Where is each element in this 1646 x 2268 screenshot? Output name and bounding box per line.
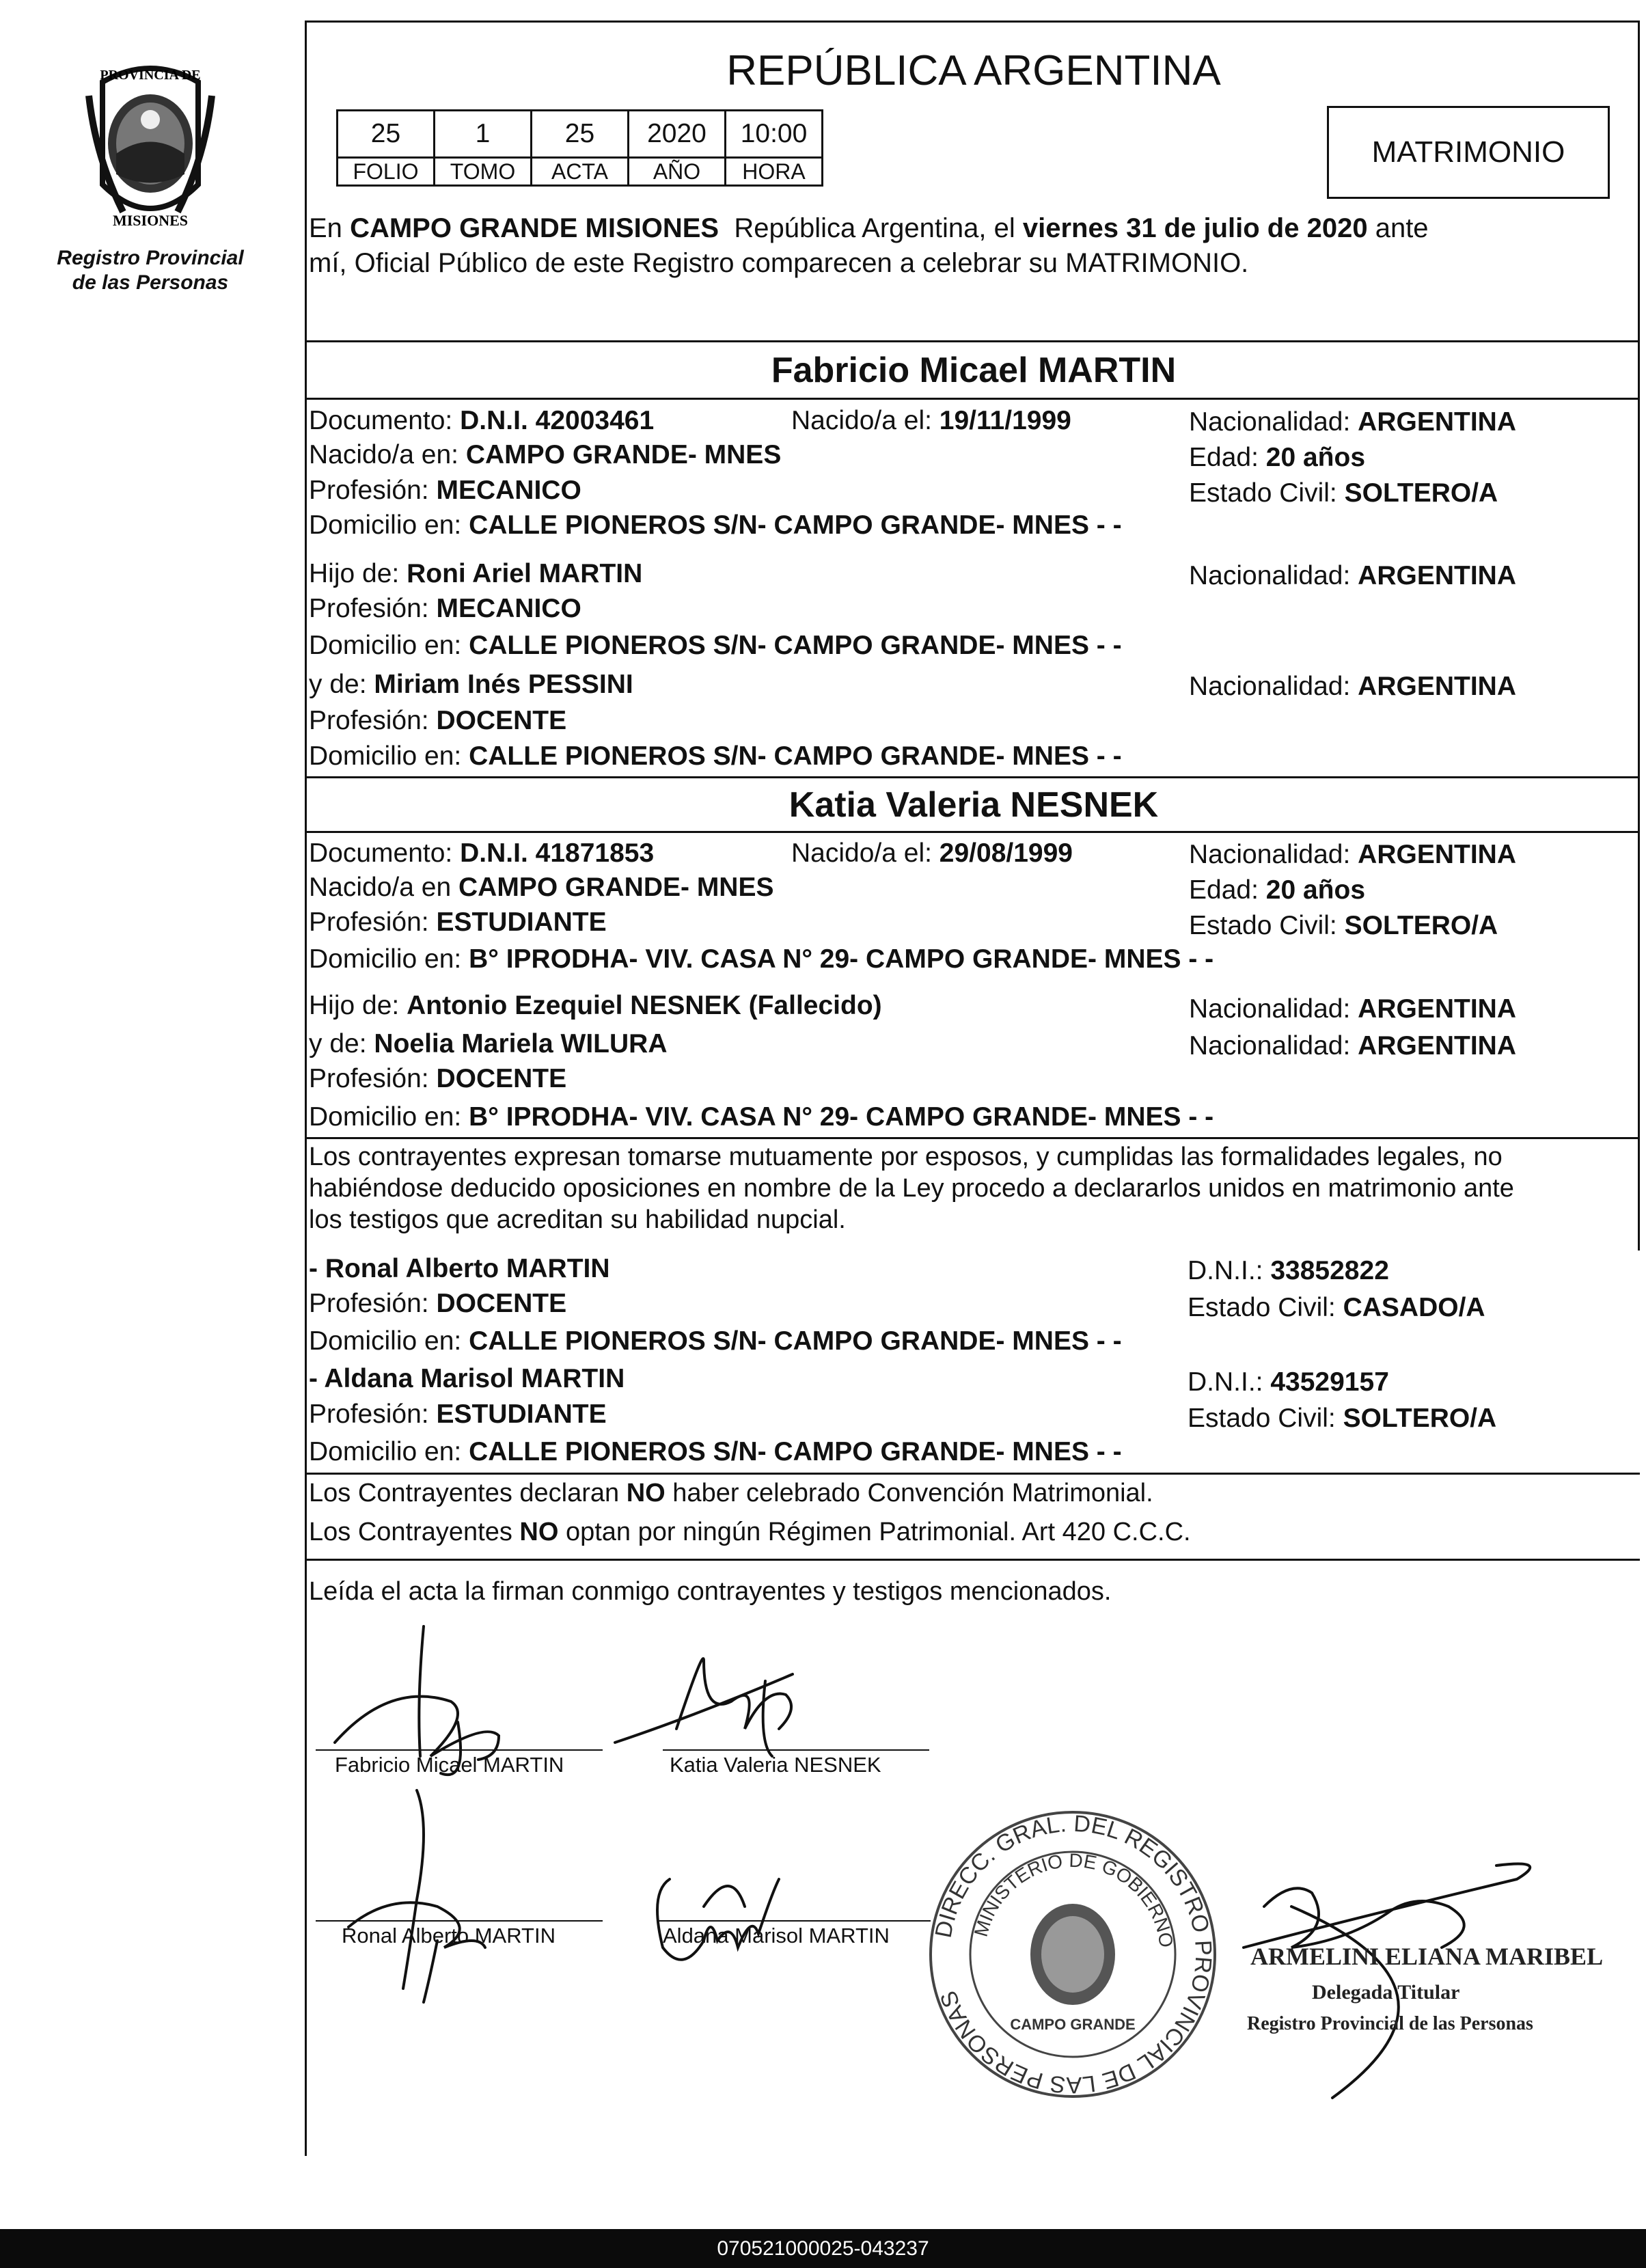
convention-line-1: Los Contrayentes declaran NO haber celebrado Convención Matrimonial.	[309, 1479, 1153, 1507]
hora-value: 10:00	[726, 111, 823, 158]
witness-1-name: - Ronal Alberto MARTIN	[309, 1254, 610, 1283]
closing-text: Leída el acta la firman conmigo contrayentes y testigos mencionados.	[309, 1577, 1112, 1606]
declaration-line-1: Los contrayentes expresan tomarse mutuamente por esposos, y cumplidas las formalidades legales, no	[309, 1143, 1503, 1171]
groom-birthdate: Nacido/a el: 19/11/1999	[791, 406, 1071, 435]
groom-father: Hijo de: Roni Ariel MARTIN	[309, 559, 643, 588]
groom-birthplace: Nacido/a en: CAMPO GRANDE- MNES	[309, 440, 782, 469]
frame-right-border	[1638, 21, 1640, 1251]
signature-caption-2: Katia Valeria NESNEK	[670, 1753, 881, 1777]
witness-2-dni: D.N.I.: 43529157	[1188, 1367, 1389, 1397]
groom-mother-nationality: Nacionalidad: ARGENTINA	[1189, 672, 1517, 701]
groom-age: Edad: 20 años	[1189, 443, 1366, 472]
witness-1-address: Domicilio en: CALLE PIONEROS S/N- CAMPO GRANDE- MNES - -	[309, 1326, 1122, 1356]
intro-date: viernes 31 de julio de 2020	[1022, 213, 1368, 243]
document-barcode-number: 070521000025-043237	[0, 2229, 1646, 2268]
groom-nationality: Nacionalidad: ARGENTINA	[1189, 407, 1517, 437]
official-role: Delegada Titular	[1312, 1981, 1460, 2004]
anio-label: AÑO	[629, 158, 726, 186]
groom-mother-address: Domicilio en: CALLE PIONEROS S/N- CAMPO GRANDE- MNES - -	[309, 741, 1122, 771]
tomo-label: TOMO	[435, 158, 532, 186]
tomo-value: 1	[435, 111, 532, 158]
page-title: REPÚBLICA ARGENTINA	[726, 47, 1221, 94]
divider-groom-top	[305, 340, 1640, 342]
bride-profession: Profesión: ESTUDIANTE	[309, 907, 607, 937]
bride-document: Documento: D.N.I. 41871853	[309, 838, 655, 868]
folio-value: 25	[338, 111, 435, 158]
signature-scribble-2	[615, 1658, 793, 1756]
stamp-office: CAMPO GRANDE	[1010, 2016, 1136, 2033]
intro-place: CAMPO GRANDE MISIONES	[350, 213, 719, 243]
acta-value: 25	[532, 111, 629, 158]
bride-father: Hijo de: Antonio Ezequiel NESNEK (Fallecido)	[309, 991, 882, 1020]
groom-civil-status: Estado Civil: SOLTERO/A	[1189, 478, 1498, 508]
misiones-seal-icon	[75, 55, 225, 239]
declaration-paragraph	[309, 1141, 1514, 1235]
groom-address: Domicilio en: CALLE PIONEROS S/N- CAMPO GRANDE- MNES - -	[309, 510, 1122, 540]
seal-bottom-text: MISIONES	[112, 212, 189, 229]
bride-mother-profession: Profesión: DOCENTE	[309, 1064, 567, 1093]
bride-mother: y de: Noelia Mariela WILURA	[309, 1029, 668, 1058]
hora-label: HORA	[726, 158, 823, 186]
registry-line-2: de las Personas	[72, 271, 229, 294]
declaration-line-3: los testigos que acreditan su habilidad nupcial.	[309, 1205, 846, 1234]
groom-profession: Profesión: MECANICO	[309, 476, 581, 505]
bride-birthdate: Nacido/a el: 29/08/1999	[791, 838, 1073, 868]
witness-2-name: - Aldana Marisol MARTIN	[309, 1364, 625, 1393]
signature-line-1	[316, 1749, 603, 1751]
signature-scribble-5	[1244, 1864, 1530, 1948]
divider-convention	[305, 1473, 1640, 1475]
convention-line-2: Los Contrayentes NO optan por ningún Régimen Patrimonial. Art 420 C.C.C.	[309, 1518, 1191, 1546]
acta-label: ACTA	[532, 158, 629, 186]
bride-mother-address: Domicilio en: B° IPRODHA- VIV. CASA N° 29- CAMPO GRANDE- MNES - -	[309, 1102, 1214, 1132]
bride-father-nationality: Nacionalidad: ARGENTINA	[1189, 994, 1517, 1024]
signature-caption-3: Ronal Alberto MARTIN	[342, 1924, 555, 1948]
stamp-inner-text: MINISTERIO DE GOBIERNO	[970, 1849, 1177, 1949]
divider-declaration	[305, 1137, 1640, 1139]
witness-1-dni: D.N.I.: 33852822	[1188, 1256, 1389, 1285]
official-org: Registro Provincial de las Personas	[1247, 2013, 1533, 2034]
stamp-ring-text: DIRECC. GRAL. DEL REGISTRO PROVINCIAL DE LAS PERSONAS	[930, 1810, 1217, 2099]
signature-line-4	[657, 1920, 931, 1922]
groom-father-address: Domicilio en: CALLE PIONEROS S/N- CAMPO GRANDE- MNES - -	[309, 631, 1122, 660]
province-seal	[61, 55, 239, 239]
intro-word-3: ante	[1375, 213, 1429, 243]
groom-father-profession: Profesión: MECANICO	[309, 594, 581, 623]
divider-groom-name	[305, 398, 1640, 400]
signature-scribble-3	[348, 1790, 485, 2002]
witness-2-address: Domicilio en: CALLE PIONEROS S/N- CAMPO GRANDE- MNES - -	[309, 1437, 1122, 1466]
divider-bride-top	[305, 776, 1640, 778]
seal-top-text: PROVINCIA DE	[100, 68, 201, 83]
official-stamp	[922, 1804, 1223, 2105]
bride-age: Edad: 20 años	[1189, 875, 1366, 905]
bride-birthplace: Nacido/a en CAMPO GRANDE- MNES	[309, 873, 774, 902]
groom-name-heading: Fabricio Micael MARTIN	[771, 351, 1177, 390]
witness-1-civil-status: Estado Civil: CASADO/A	[1188, 1293, 1485, 1322]
anio-value: 2020	[629, 111, 726, 158]
bride-civil-status: Estado Civil: SOLTERO/A	[1189, 911, 1498, 940]
groom-mother: y de: Miriam Inés PESSINI	[309, 670, 633, 699]
groom-mother-profession: Profesión: DOCENTE	[309, 706, 567, 735]
witness-1-profession: Profesión: DOCENTE	[309, 1289, 567, 1318]
intro-word-2: República Argentina, el	[734, 213, 1015, 243]
signature-caption-4: Aldana Marisol MARTIN	[663, 1924, 890, 1948]
registry-line-1: Registro Provincial	[57, 247, 244, 269]
signature-caption-1: Fabricio Micael MARTIN	[335, 1753, 564, 1777]
groom-document: Documento: D.N.I. 42003461	[309, 406, 655, 435]
frame-top-border	[305, 21, 1640, 23]
bride-nationality: Nacionalidad: ARGENTINA	[1189, 840, 1517, 869]
groom-father-nationality: Nacionalidad: ARGENTINA	[1189, 561, 1517, 590]
bride-address: Domicilio en: B° IPRODHA- VIV. CASA N° 29- CAMPO GRANDE- MNES - -	[309, 944, 1214, 974]
witness-2-profession: Profesión: ESTUDIANTE	[309, 1399, 607, 1429]
bride-mother-nationality: Nacionalidad: ARGENTINA	[1189, 1031, 1517, 1061]
folio-label: FOLIO	[338, 158, 435, 186]
divider-bride-name	[305, 831, 1640, 833]
intro-line-2: mí, Oficial Público de este Registro comparecen a celebrar su MATRIMONIO.	[309, 248, 1249, 278]
registry-caption	[55, 246, 246, 295]
intro-paragraph	[309, 211, 1638, 281]
bride-name-heading: Katia Valeria NESNEK	[788, 785, 1159, 825]
record-meta-table	[336, 109, 823, 187]
divider-closing	[305, 1559, 1640, 1561]
record-type-box: MATRIMONIO	[1327, 106, 1610, 199]
intro-word-1: En	[309, 213, 342, 243]
witness-2-civil-status: Estado Civil: SOLTERO/A	[1188, 1404, 1497, 1433]
signature-line-3	[316, 1920, 603, 1922]
signature-line-2	[663, 1749, 929, 1751]
official-name: ARMELINI ELIANA MARIBEL	[1250, 1943, 1604, 1970]
declaration-line-2: habiéndose deducido oposiciones en nombre de la Ley procedo a declararlos unidos en matrimonio ante	[309, 1174, 1514, 1203]
